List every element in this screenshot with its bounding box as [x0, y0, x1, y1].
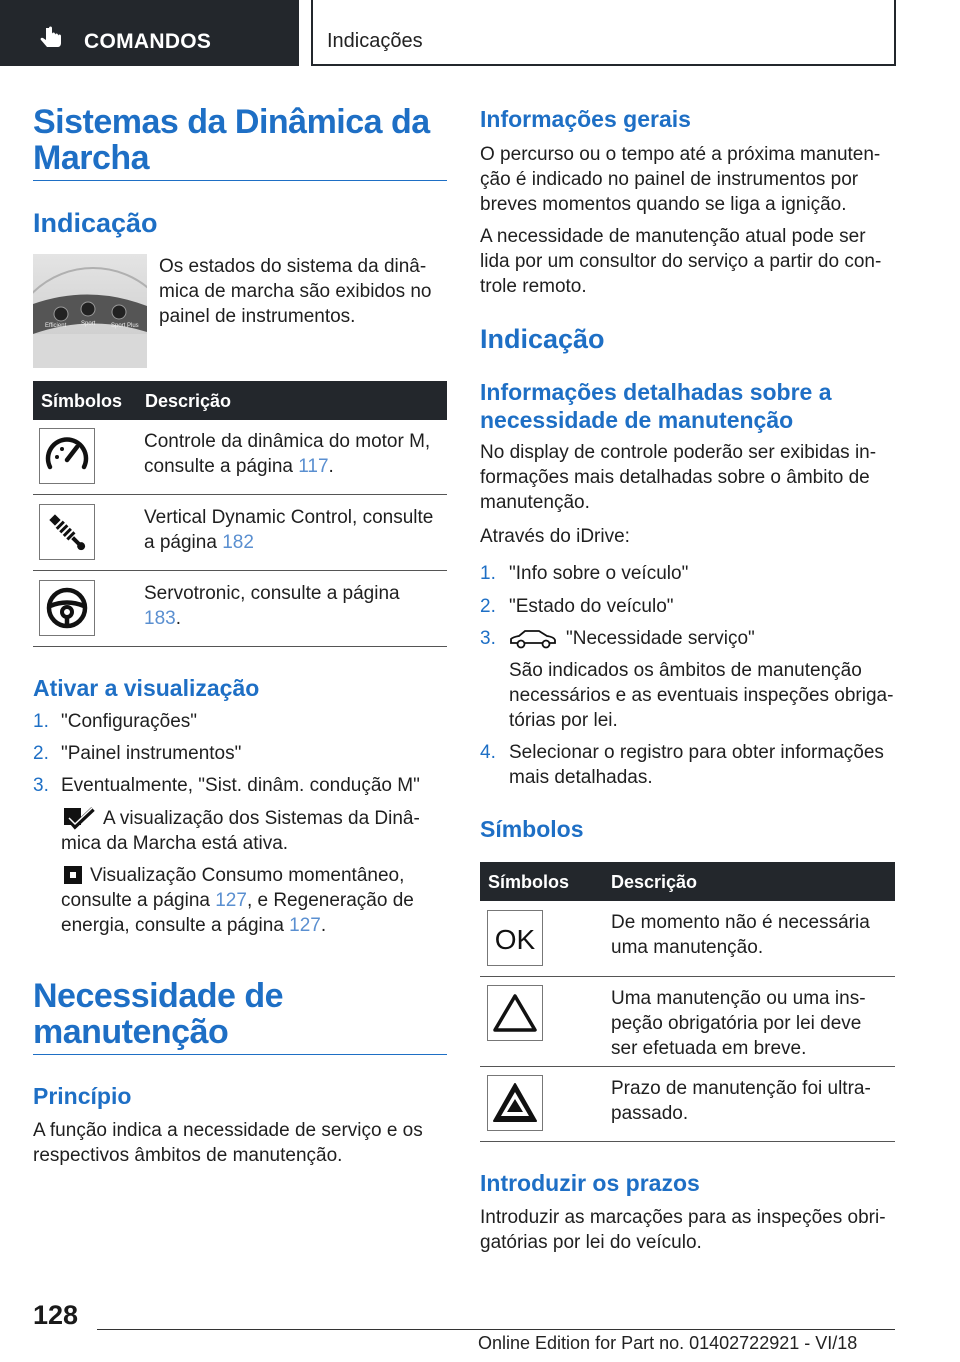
- shock-absorber-icon: [39, 504, 95, 560]
- indicacao-text-line: Os estados do sistema da dinâ-: [159, 256, 427, 277]
- text-line: No display de controle poderão ser exibidas in-: [480, 442, 877, 463]
- prazos-heading: Introduzir os prazos: [480, 1170, 700, 1196]
- info-heading: Informações gerais: [480, 106, 691, 132]
- text-line: gatórias por lei do veículo.: [480, 1232, 702, 1253]
- speedometer-icon: [39, 428, 95, 484]
- row-text: consulte a página: [144, 456, 299, 477]
- ativar-step-3: Eventualmente, "Sist. dinâm. condução M": [61, 775, 420, 796]
- info-paragraph-1: [480, 142, 895, 217]
- idrive-text: Através do iDrive:: [480, 526, 630, 547]
- dashboard-image: [33, 254, 147, 368]
- row-text-line: De momento não é necessária: [611, 912, 870, 933]
- note-line: [61, 913, 441, 938]
- page-title: [33, 104, 447, 176]
- text-line: necessários e as eventuais inspeções obriga-: [509, 685, 894, 706]
- note-line: A visualização dos Sistemas da Dinâ-: [103, 808, 420, 829]
- table-row-divider: [33, 570, 447, 571]
- section-title-line: Necessidade de: [33, 977, 284, 1015]
- indicacao-heading: Indicação: [33, 208, 158, 238]
- dashboard-drive-modes-image: [33, 254, 147, 368]
- row-text: .: [175, 608, 181, 629]
- ativar-step-1: "Configurações": [61, 711, 198, 732]
- row-text-line: peção obrigatória por lei deve: [611, 1013, 862, 1034]
- section-title-necessidade: [33, 978, 447, 1050]
- note-text: , e Regeneração de: [246, 890, 414, 911]
- left-table-row-1-text: [144, 429, 444, 479]
- row-text-line: [144, 606, 444, 631]
- idrive-step-4: [509, 740, 899, 790]
- note-text: consulte a página: [61, 890, 216, 911]
- info-paragraph-2: [480, 224, 895, 299]
- page-number: 128: [33, 1300, 79, 1330]
- heading-line: necessidade de manutenção: [480, 407, 794, 433]
- note-line: Visualização Consumo momentâneo,: [90, 865, 405, 886]
- idrive-step-3: "Necessidade serviço": [566, 628, 755, 649]
- page-link-127[interactable]: 127: [289, 915, 321, 936]
- footer-rule: [97, 1329, 895, 1330]
- step-3-detail: [509, 658, 899, 733]
- idrive-step-1: "Info sobre o veículo": [509, 563, 689, 584]
- text-line: manutenção.: [480, 492, 590, 513]
- row-text-line: [144, 454, 444, 479]
- dash-label-efficient: Efficient: [45, 323, 67, 329]
- page-title-line-1: Sistemas da Dinâmica da: [33, 103, 430, 141]
- simbolos-heading: Símbolos: [480, 816, 584, 842]
- right-table-col-description: Descrição: [611, 872, 698, 892]
- right-table-row-1-text: [611, 910, 896, 960]
- text-line: A função indica a necessidade de serviço e os: [33, 1120, 423, 1141]
- header-chapter-tab: [311, 0, 896, 66]
- row-text-line: ser efetuada em breve.: [611, 1038, 807, 1059]
- note-line: [61, 888, 441, 913]
- left-table-col-description: Descrição: [145, 391, 232, 411]
- left-table-header: [33, 381, 447, 420]
- text-line: respectivos âmbitos de manutenção.: [33, 1145, 343, 1166]
- steering-wheel-icon: [39, 580, 95, 636]
- row-text-line: Uma manutenção ou uma ins-: [611, 988, 866, 1009]
- dash-label-sport: Sport: [81, 321, 96, 327]
- page-title-line-2: Marcha: [33, 139, 150, 177]
- text-line: O percurso ou o tempo até a próxima manuten-: [480, 144, 881, 165]
- table-row-divider: [480, 976, 895, 977]
- row-text-line: passado.: [611, 1103, 689, 1124]
- principio-heading: Princípio: [33, 1083, 132, 1109]
- page-link-117[interactable]: 117: [298, 456, 329, 477]
- footer-edition: Online Edition for Part no. 01402722921 - VI/18: [478, 1333, 858, 1353]
- page-link-182[interactable]: 182: [222, 532, 254, 553]
- row-text-line: Servotronic, consulte a página: [144, 583, 400, 604]
- text-line: formações mais detalhadas sobre o âmbito de: [480, 467, 870, 488]
- warning-triangle-icon: [487, 985, 543, 1041]
- text-line: Introduzir as marcações para as inspeções obri-: [480, 1207, 886, 1228]
- row-text-line: uma manutenção.: [611, 937, 764, 958]
- box-note: [61, 863, 441, 938]
- prazos-text: [480, 1205, 895, 1255]
- indicacao-text: [159, 254, 449, 329]
- page-link-183[interactable]: 183: [144, 608, 176, 629]
- step-number: 2.: [480, 596, 496, 617]
- table-row-divider: [33, 646, 447, 647]
- section-title-line: manutenção: [33, 1013, 229, 1051]
- note-text: energia, consulte a página: [61, 915, 290, 936]
- step-number: 4.: [480, 742, 496, 763]
- text-line: ção é indicado no painel de instrumentos por: [480, 169, 859, 190]
- left-table-row-2-text: [144, 505, 444, 555]
- header-chapter-title: Indicações: [327, 30, 423, 52]
- car-icon: [509, 628, 557, 650]
- row-text-line: [144, 530, 444, 555]
- text-line: trole remoto.: [480, 276, 587, 297]
- text-line: A necessidade de manutenção atual pode ser: [480, 226, 866, 247]
- ok-label: OK: [494, 924, 536, 955]
- text-line: São indicados os âmbitos de manutenção: [509, 660, 862, 681]
- table-row-divider: [33, 494, 447, 495]
- header-section-title: COMANDOS: [84, 30, 212, 53]
- text-line: tórias por lei.: [509, 710, 618, 731]
- detail-text: [480, 440, 895, 515]
- text-line: Selecionar o registro para obter informações: [509, 742, 884, 763]
- text-line: breves momentos quando se liga a ignição.: [480, 194, 847, 215]
- ativar-heading: Ativar a visualização: [33, 675, 260, 701]
- dash-label-sport-plus: Sport Plus: [111, 323, 139, 329]
- ativar-step-2: "Painel instrumentos": [61, 743, 242, 764]
- row-text: .: [328, 456, 334, 477]
- step-number: 2.: [33, 743, 49, 764]
- warning-triangle-filled-icon: [487, 1075, 543, 1131]
- section-rule: [33, 1054, 447, 1055]
- title-rule: [33, 180, 447, 181]
- indicacao-text-line: painel de instrumentos.: [159, 306, 356, 327]
- table-row-divider: [480, 1066, 895, 1067]
- left-table-row-3-text: [144, 581, 444, 631]
- row-text-line: Prazo de manutenção foi ultra-: [611, 1078, 871, 1099]
- hand-icon: [38, 25, 64, 51]
- detail-heading: [480, 378, 895, 434]
- page-link-127[interactable]: 127: [215, 890, 247, 911]
- check-note: [61, 806, 441, 856]
- right-table-row-3-text: [611, 1076, 896, 1126]
- step-number: 3.: [480, 628, 496, 649]
- header-section-tab: [0, 0, 299, 66]
- row-text-line: Vertical Dynamic Control, consulte: [144, 507, 434, 528]
- idrive-step-2: "Estado do veículo": [509, 596, 674, 617]
- step-number: 1.: [480, 563, 496, 584]
- indicacao-text-line: mica de marcha são exibidos no: [159, 281, 432, 302]
- right-table-row-2-text: [611, 986, 896, 1061]
- step-number: 1.: [33, 711, 49, 732]
- row-text-line: Controle da dinâmica do motor M,: [144, 431, 431, 452]
- ok-icon: [487, 910, 543, 966]
- heading-line: Informações detalhadas sobre a: [480, 379, 832, 405]
- text-line: lida por um consultor do serviço a partir do con-: [480, 251, 882, 272]
- text-line: mais detalhadas.: [509, 767, 653, 788]
- table-row-divider: [480, 1141, 895, 1142]
- right-table-col-symbols: Símbolos: [488, 872, 570, 892]
- right-table-header: [480, 862, 895, 901]
- note-text: .: [320, 915, 327, 936]
- principio-text: [33, 1118, 453, 1168]
- row-text: a página: [144, 532, 223, 553]
- step-number: 3.: [33, 775, 49, 796]
- note-line: mica da Marcha está ativa.: [61, 833, 289, 854]
- left-table-col-symbols: Símbolos: [41, 391, 123, 411]
- indicacao-heading-right: Indicação: [480, 324, 605, 354]
